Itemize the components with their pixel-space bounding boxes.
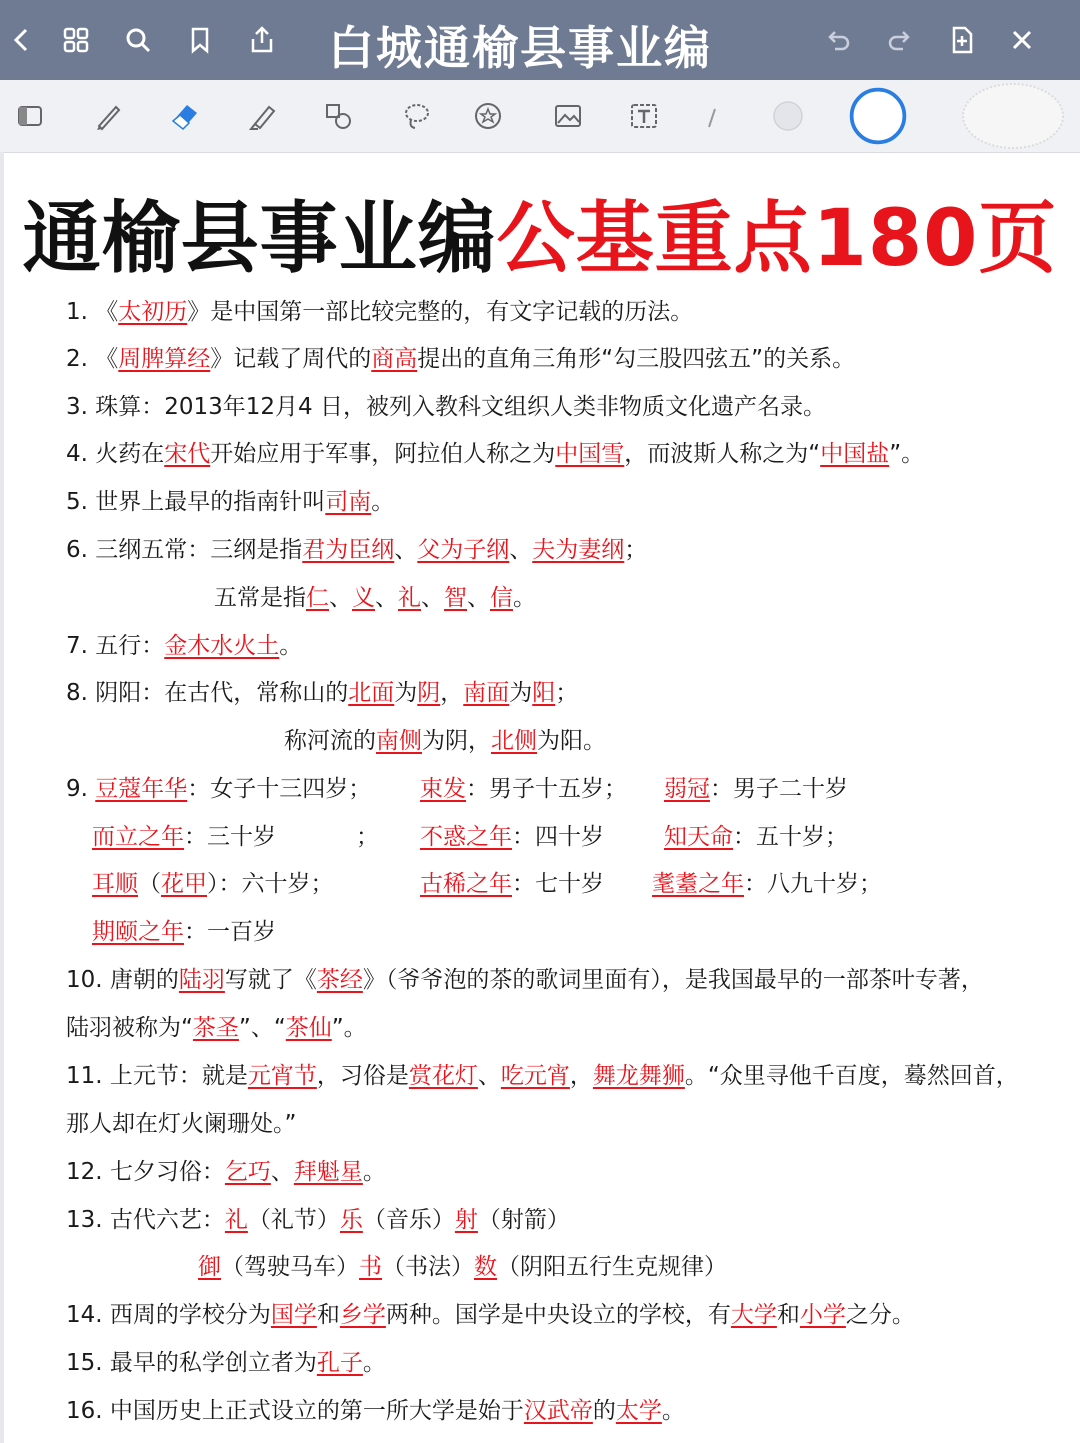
shapes-icon[interactable] bbox=[316, 94, 360, 138]
note-text: ”、“ bbox=[238, 1015, 286, 1041]
note-text: ； bbox=[624, 537, 648, 563]
note-text: 、 bbox=[329, 585, 352, 611]
highlighted-term: 太初历 bbox=[118, 299, 188, 325]
note-line bbox=[66, 677, 578, 709]
highlighted-term: 豆蔻年华 bbox=[95, 776, 188, 802]
note-text: 为 bbox=[509, 680, 533, 706]
note-text: （驾驶马车） bbox=[221, 1254, 359, 1280]
close-icon[interactable] bbox=[1000, 18, 1044, 62]
note-line bbox=[66, 964, 984, 996]
highlighted-term: 南侧 bbox=[376, 728, 422, 754]
note-text: 、 bbox=[421, 585, 444, 611]
eraser-icon[interactable] bbox=[162, 94, 206, 138]
note-text: ：五十岁； bbox=[733, 824, 848, 850]
highlighted-term: 不惑之年 bbox=[420, 824, 512, 850]
note-text: 9. bbox=[66, 776, 96, 802]
note-text: 》是中国第一部比较完整的，有文字记载的历法。 bbox=[187, 299, 694, 325]
note-line bbox=[66, 1108, 296, 1140]
note-line bbox=[66, 1204, 570, 1236]
bookmark-icon[interactable] bbox=[178, 18, 222, 62]
note-text: ：三十岁 bbox=[184, 824, 276, 850]
note-line bbox=[66, 1156, 386, 1188]
highlighted-term: 金木水火土 bbox=[164, 633, 280, 659]
note-text: 陆羽被称为“ bbox=[66, 1015, 193, 1041]
document-title: 白城通榆县事业编 bbox=[328, 21, 712, 75]
note-text: ，习俗是 bbox=[316, 1063, 409, 1089]
note-line bbox=[214, 582, 536, 614]
highlighted-term: 信 bbox=[490, 585, 513, 611]
note-text: 两种。国学是中央设立的学校，有 bbox=[385, 1302, 731, 1328]
highlighted-term: 太学 bbox=[615, 1398, 662, 1424]
highlighted-term: 乐 bbox=[339, 1207, 363, 1233]
laser-icon[interactable] bbox=[690, 94, 734, 138]
highlighter-icon[interactable] bbox=[240, 94, 284, 138]
highlighted-term: 束发 bbox=[420, 776, 466, 802]
note-text: ， bbox=[440, 680, 464, 706]
add-page-icon[interactable] bbox=[940, 18, 984, 62]
note-text: 为 bbox=[394, 680, 418, 706]
note-text: ：女子十三四岁； bbox=[187, 776, 372, 802]
highlighted-term: 商高 bbox=[371, 346, 418, 372]
note-line bbox=[284, 725, 606, 757]
headline-red: 公基重点180页 bbox=[496, 194, 1058, 284]
note-line bbox=[92, 821, 276, 853]
text-icon[interactable] bbox=[622, 94, 666, 138]
drawing-toolbar bbox=[0, 80, 1080, 153]
note-text: 。 bbox=[661, 1398, 685, 1424]
note-line bbox=[420, 821, 604, 853]
note-text: 。 bbox=[362, 1159, 386, 1185]
sticker-icon[interactable] bbox=[466, 94, 510, 138]
note-text: 16. 中国历史上正式设立的第一所大学是始于 bbox=[66, 1398, 524, 1424]
note-text: ：八九十岁； bbox=[744, 871, 882, 897]
highlighted-term: 国学 bbox=[270, 1302, 317, 1328]
note-text: 2. 《 bbox=[66, 346, 119, 372]
note-text: ）：六十岁； bbox=[207, 871, 334, 897]
note-text: 3. 珠算：2013年12月4 日，被列入教科文组织人类非物质文化遗产名录。 bbox=[66, 394, 826, 420]
pen-icon[interactable] bbox=[86, 94, 130, 138]
note-text: 、 bbox=[270, 1159, 294, 1185]
highlighted-term: 智 bbox=[444, 585, 467, 611]
highlighted-term: 而立之年 bbox=[92, 824, 184, 850]
note-text: 为阳。 bbox=[537, 728, 606, 754]
note-text: 、 bbox=[394, 537, 418, 563]
highlighted-term: 数 bbox=[474, 1254, 497, 1280]
note-text: 、 bbox=[509, 537, 533, 563]
note-text: 。 bbox=[371, 489, 395, 515]
highlighted-term: 北面 bbox=[348, 680, 395, 706]
redo-icon[interactable] bbox=[878, 18, 922, 62]
app-header bbox=[0, 0, 1080, 80]
note-text: （礼节） bbox=[247, 1207, 340, 1233]
highlighted-term: 阳 bbox=[532, 680, 556, 706]
highlighted-term: 花甲 bbox=[161, 871, 207, 897]
note-text: 14. 西周的学校分为 bbox=[66, 1302, 271, 1328]
note-line bbox=[92, 916, 276, 948]
undo-icon[interactable] bbox=[816, 18, 860, 62]
note-text: 的 bbox=[592, 1398, 616, 1424]
note-text: 15. 最早的私学创立者为 bbox=[66, 1350, 317, 1376]
note-line bbox=[66, 773, 371, 805]
note-text: 10. 唐朝的 bbox=[66, 967, 179, 993]
note-text: 和 bbox=[316, 1302, 340, 1328]
note-text: 五常是指 bbox=[214, 585, 306, 611]
note-text: ：四十岁 bbox=[512, 824, 604, 850]
highlighted-term: 茶经 bbox=[316, 967, 363, 993]
note-text: ； bbox=[356, 824, 379, 850]
note-text: 4. 火药在 bbox=[66, 441, 165, 467]
note-text: 开始应用于军事，阿拉伯人称之为 bbox=[210, 441, 556, 467]
note-text: 5. 世界上最早的指南针叫 bbox=[66, 489, 326, 515]
note-text: ， bbox=[569, 1063, 593, 1089]
note-text: 。 bbox=[362, 1350, 386, 1376]
note-text: （音乐） bbox=[362, 1207, 455, 1233]
highlighted-term: 期颐之年 bbox=[92, 919, 184, 945]
highlighted-term: 射 bbox=[454, 1207, 478, 1233]
highlighted-term: 弱冠 bbox=[664, 776, 710, 802]
highlighted-term: 父为子纲 bbox=[417, 537, 510, 563]
note-line bbox=[66, 534, 647, 566]
highlighted-term: 耄耋之年 bbox=[652, 871, 744, 897]
note-text: 13. 古代六艺： bbox=[66, 1207, 225, 1233]
highlighted-term: 中国雪 bbox=[555, 441, 625, 467]
highlighted-term: 耳顺 bbox=[92, 871, 138, 897]
highlighted-term: 孔子 bbox=[316, 1350, 363, 1376]
note-text: 写就了《 bbox=[224, 967, 317, 993]
note-text: （ bbox=[138, 871, 161, 897]
note-text: ：七十岁 bbox=[512, 871, 604, 897]
note-line bbox=[66, 391, 826, 423]
highlighted-term: 宋代 bbox=[164, 441, 211, 467]
highlighted-term: 小学 bbox=[799, 1302, 846, 1328]
note-text: 那人却在灯火阑珊处。” bbox=[66, 1111, 297, 1137]
highlighted-term: 吃元宵 bbox=[500, 1063, 570, 1089]
note-text: （书法） bbox=[382, 1254, 474, 1280]
highlighted-term: 舞龙舞狮 bbox=[592, 1063, 685, 1089]
highlighted-term: 礼 bbox=[398, 585, 421, 611]
highlighted-term: 君为臣纲 bbox=[302, 537, 395, 563]
highlighted-term: 茶仙 bbox=[285, 1015, 332, 1041]
note-text: ”。 bbox=[889, 441, 925, 467]
highlighted-term: 义 bbox=[352, 585, 375, 611]
note-text: 之分。 bbox=[845, 1302, 915, 1328]
note-line bbox=[420, 868, 604, 900]
note-text: 提出的直角三角形“勾三股四弦五”的关系。 bbox=[417, 346, 856, 372]
note-line bbox=[92, 868, 334, 900]
note-line bbox=[66, 1060, 1019, 1092]
highlighted-term: 陆羽 bbox=[178, 967, 225, 993]
highlighted-term: 乡学 bbox=[339, 1302, 386, 1328]
highlighted-term: 周脾算经 bbox=[118, 346, 211, 372]
search-icon[interactable] bbox=[116, 18, 160, 62]
note-text: 12. 七夕习俗： bbox=[66, 1159, 225, 1185]
highlighted-term: 茶圣 bbox=[192, 1015, 239, 1041]
note-line bbox=[66, 438, 924, 470]
note-text: 6. 三纲五常：三纲是指 bbox=[66, 537, 303, 563]
highlighted-term: 南面 bbox=[463, 680, 510, 706]
share-icon[interactable] bbox=[240, 18, 284, 62]
note-text: ：一百岁 bbox=[184, 919, 276, 945]
highlighted-term: 中国盐 bbox=[820, 441, 890, 467]
color-swatch-selected-icon[interactable] bbox=[844, 82, 912, 150]
highlighted-term: 阴 bbox=[417, 680, 441, 706]
highlighted-term: 汉武帝 bbox=[523, 1398, 593, 1424]
page-headline bbox=[0, 176, 1080, 288]
image-icon[interactable] bbox=[546, 94, 590, 138]
note-text: 。“众里寻他千百度，蓦然回首， bbox=[684, 1063, 1019, 1089]
highlighted-term: 元宵节 bbox=[247, 1063, 317, 1089]
note-text: 。 bbox=[513, 585, 536, 611]
note-line bbox=[66, 1395, 685, 1427]
color-swatch-icon[interactable] bbox=[766, 94, 810, 138]
note-text: 、 bbox=[467, 585, 490, 611]
note-line bbox=[198, 1251, 727, 1283]
note-line bbox=[356, 821, 379, 853]
note-text: 8. 阴阳：在古代，常称山的 bbox=[66, 680, 349, 706]
grid-icon[interactable] bbox=[54, 18, 98, 62]
headline-black: 通榆县事业编 bbox=[22, 194, 497, 284]
highlighted-term: 拜魁星 bbox=[293, 1159, 363, 1185]
note-text: 、 bbox=[477, 1063, 501, 1089]
note-line bbox=[652, 868, 882, 900]
note-text: 为阴， bbox=[422, 728, 491, 754]
note-text: ，而波斯人称之为“ bbox=[624, 441, 821, 467]
note-line bbox=[66, 630, 302, 662]
highlighted-term: 御 bbox=[198, 1254, 221, 1280]
note-line bbox=[66, 1012, 367, 1044]
note-text: （阴阳五行生克规律） bbox=[497, 1254, 727, 1280]
highlighted-term: 司南 bbox=[325, 489, 372, 515]
back-icon[interactable] bbox=[0, 18, 44, 62]
note-text: 11. 上元节：就是 bbox=[66, 1063, 248, 1089]
note-text: 1. 《 bbox=[66, 299, 119, 325]
note-text: ； bbox=[555, 680, 579, 706]
highlighted-term: 知天命 bbox=[664, 824, 733, 850]
note-line bbox=[66, 343, 855, 375]
highlighted-term: 乞巧 bbox=[224, 1159, 271, 1185]
note-text: 、 bbox=[375, 585, 398, 611]
note-text: ：男子二十岁 bbox=[710, 776, 848, 802]
highlighted-term: 大学 bbox=[730, 1302, 777, 1328]
highlighted-term: 仁 bbox=[306, 585, 329, 611]
note-text: （射箭） bbox=[477, 1207, 570, 1233]
note-text: 7. 五行： bbox=[66, 633, 165, 659]
note-text: 》（爷爷泡的茶的歌词里面有），是我国最早的一部茶叶专著， bbox=[362, 967, 984, 993]
highlighted-term: 古稀之年 bbox=[420, 871, 512, 897]
note-text: ”。 bbox=[331, 1015, 367, 1041]
note-text: 。 bbox=[279, 633, 303, 659]
highlighted-term: 北侧 bbox=[491, 728, 537, 754]
highlighted-term: 夫为妻纲 bbox=[532, 537, 625, 563]
note-line bbox=[66, 296, 693, 328]
note-line bbox=[664, 821, 848, 853]
color-swatch-icon[interactable] bbox=[958, 80, 1068, 152]
note-line bbox=[664, 773, 848, 805]
highlighted-term: 赏花灯 bbox=[408, 1063, 478, 1089]
note-line bbox=[420, 773, 627, 805]
lasso-icon[interactable] bbox=[394, 94, 438, 138]
note-line bbox=[66, 1347, 386, 1379]
note-text: 和 bbox=[776, 1302, 800, 1328]
note-line bbox=[66, 486, 394, 518]
highlighted-term: 礼 bbox=[224, 1207, 248, 1233]
note-text: 》记载了周代的 bbox=[210, 346, 372, 372]
highlighted-term: 书 bbox=[359, 1254, 382, 1280]
note-text: ：男子十五岁； bbox=[466, 776, 627, 802]
note-line bbox=[66, 1299, 915, 1331]
note-text: 称河流的 bbox=[284, 728, 376, 754]
lasso-select-icon[interactable] bbox=[8, 94, 52, 138]
page-edge bbox=[0, 152, 4, 1443]
